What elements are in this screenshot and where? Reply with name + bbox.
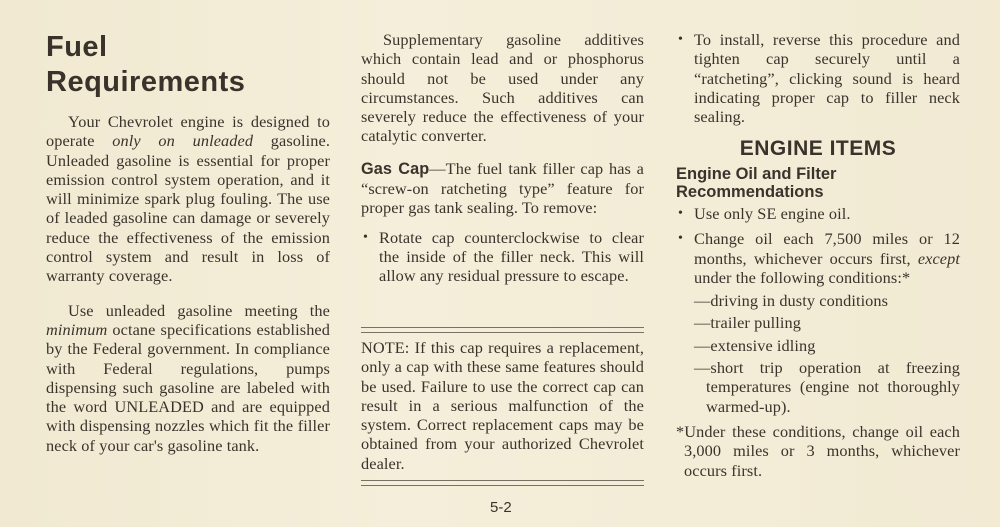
section-title: ENGINE ITEMS <box>739 137 897 160</box>
divider-top <box>361 327 644 333</box>
paragraph-gas-cap <box>361 159 644 218</box>
text: gasoline. Unleaded gasoline is essential for proper emission control system operation, and it will minimize spark plug fouling. The use of leaded gasoline can damage or severely reduce the effectiveness of the emission control system and result in loss of warranty coverage. <box>46 131 330 286</box>
bullet-icon: • <box>678 32 684 47</box>
divider-bottom <box>361 480 644 486</box>
text: Use only SE engine oil. <box>694 204 851 223</box>
list-item-oil-type <box>676 204 960 223</box>
text: under the following conditions:* <box>694 267 911 287</box>
list-item-install-step <box>676 30 960 126</box>
title-line-2: Requirements <box>46 66 246 98</box>
text: Use unleaded gasoline meeting the <box>68 300 330 320</box>
condition-item: —short trip operation at freezing temperatures (engine not thoroughly warmed-up). <box>694 358 960 416</box>
note-text: NOTE: If this cap requires a replacement, only a cap with these same features should be used. Failure to use the correct cap can result in a serious malfunction of the system. Correct replacement caps may be obtained from your authorized Chevrolet dealer. <box>361 338 644 473</box>
bullet-icon: • <box>678 206 684 221</box>
list-item-oil-interval <box>676 229 960 287</box>
page-title <box>46 30 245 100</box>
note-box <box>361 327 644 486</box>
text: Your Chevrolet engine is designed to operate <box>46 112 330 151</box>
condition-item: —trailer pulling <box>694 313 801 333</box>
page-number: 5-2 <box>490 499 512 516</box>
gas-cap-heading: Gas Cap <box>361 159 430 178</box>
conditions-list <box>676 291 960 416</box>
paragraph-additives: Supplementary gasoline additives which contain lead and or phosphorus should not be used under any circumstances. Such additives can severely reduce the effectiveness of your catalytic converter. <box>361 30 644 146</box>
text: To install, reverse this procedure and tighten cap securely until a “ratcheting”, clicking sound is heard indicating proper cap to filler neck sealing. <box>694 30 960 127</box>
text: Rotate cap counterclockwise to clear the inside of the filler neck. This will allow any residual pressure to escape. <box>379 227 644 286</box>
emphasis: only on unleaded <box>112 131 254 151</box>
subsection-title: Engine Oil and Filter Recommendations <box>676 165 837 201</box>
emphasis: except <box>917 248 960 268</box>
paragraph-octane-spec <box>46 301 330 455</box>
footnote: *Under these conditions, change oil each 3,000 miles or 3 months, whichever occurs first. <box>676 421 960 480</box>
title-line-1: Fuel <box>46 31 108 63</box>
list-item-remove-step <box>361 228 644 286</box>
paragraph-unleaded-requirement <box>46 112 330 286</box>
bullet-icon: • <box>678 231 684 247</box>
bullet-icon: • <box>363 229 369 245</box>
text: octane specifications established by the Federal government. In compliance with Federal regulations, pumps dispensing such gasoline are labeled with the word UNLEADED and are equipped with dispensing nozzles which fit the filler neck of your car's gasoline tank. <box>46 319 330 455</box>
text: Change oil each 7,500 miles or 12 months, whichever occurs first, <box>694 229 960 268</box>
condition-item: —driving in dusty conditions <box>694 291 889 311</box>
condition-item: —extensive idling <box>694 335 816 355</box>
emphasis: minimum <box>46 319 108 339</box>
text: —The fuel tank filler cap has a “screw-on ratcheting type” feature for proper gas tank sealing. To remove: <box>361 158 644 218</box>
